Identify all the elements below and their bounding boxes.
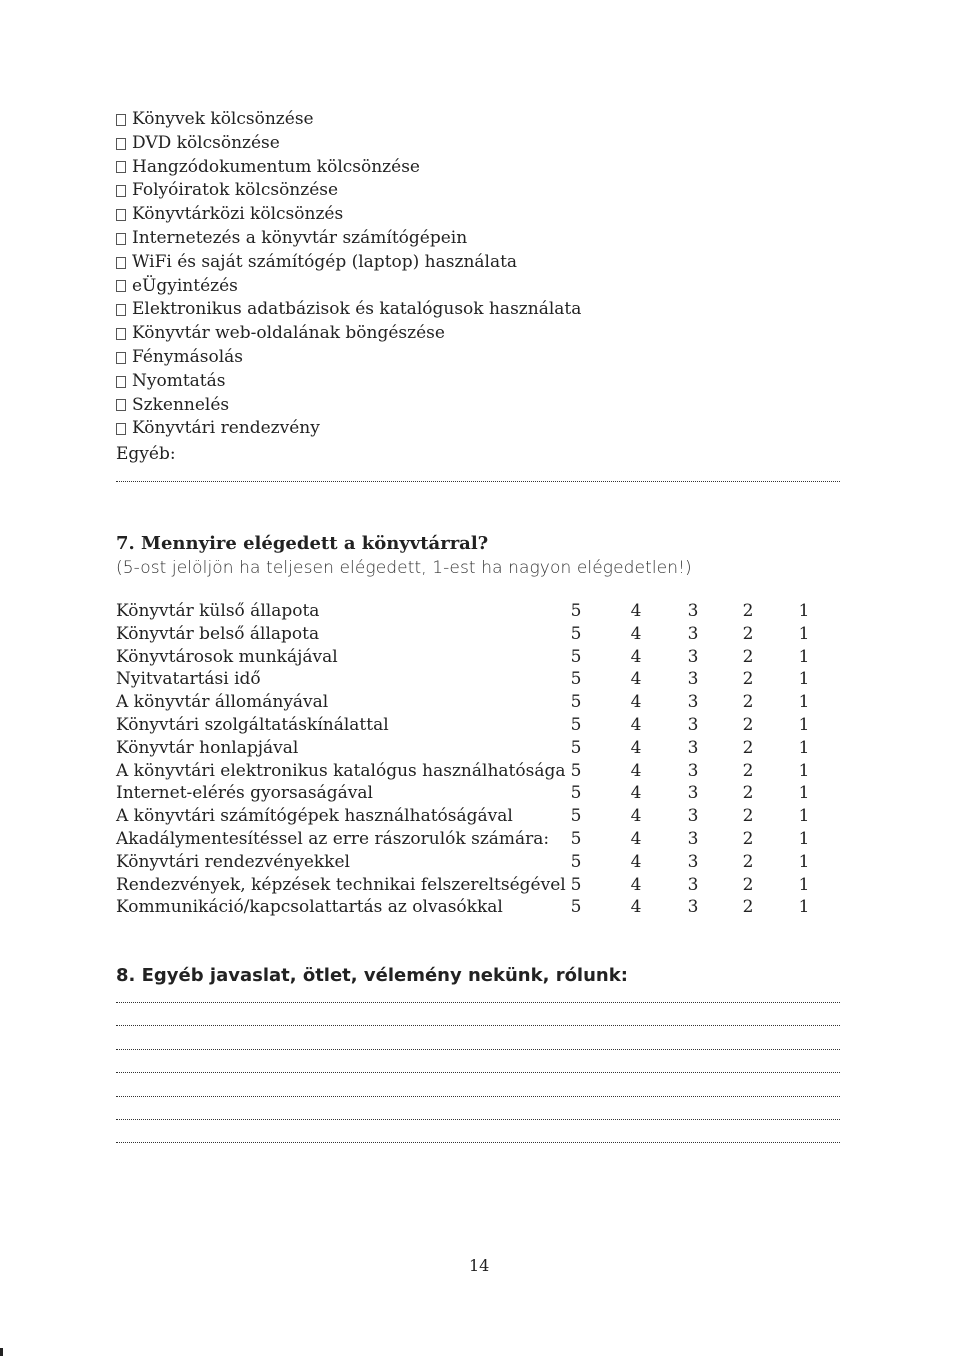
answer-line-1[interactable] [116,1002,840,1003]
rating-score-option[interactable]: 4 [630,737,642,758]
checkbox-option[interactable] [116,322,816,346]
rating-row [116,737,836,760]
rating-score-option[interactable]: 2 [742,806,754,827]
checkbox-option[interactable] [116,179,816,203]
rating-score-option[interactable]: 1 [798,783,810,804]
rating-score-option[interactable]: 4 [630,601,642,621]
answer-line-4[interactable] [116,1072,840,1073]
rating-score-option[interactable]: 4 [630,714,642,735]
rating-score-option[interactable]: 5 [570,669,582,690]
rating-score-option[interactable]: 3 [687,714,699,735]
rating-item-label: A könyvtári elektronikus katalógus használhatósága [116,760,566,781]
checkbox-label: DVD kölcsönzése [132,132,280,153]
rating-score-option[interactable]: 4 [630,874,642,895]
rating-item-label: Könyvtári rendezvényekkel [116,851,350,872]
answer-line-6[interactable] [116,1119,840,1120]
checkbox-label: Szkennelés [132,394,230,415]
rating-score-option[interactable]: 5 [570,623,582,644]
question-7-title: 7. Mennyire elégedett a könyvtárral? [116,533,489,554]
checkbox-icon[interactable] [116,233,126,245]
rating-item-label: Internet-elérés gyorsaságával [116,783,373,804]
rating-row [116,805,836,828]
checkbox-icon[interactable] [116,138,126,150]
rating-score-option[interactable]: 3 [687,851,699,872]
rating-item-label: Rendezvények, képzések technikai felszereltségével [116,874,566,895]
rating-score-option[interactable]: 5 [570,737,582,758]
rating-item-label: Könyvtár honlapjával [116,737,299,758]
rating-score-option[interactable]: 3 [687,874,699,895]
question-7-instruction: (5-ost jelöljön ha teljesen elégedett, 1-est ha nagyon elégedetlen!) [116,558,692,578]
checkbox-icon[interactable] [116,399,126,411]
rating-score-option[interactable]: 1 [798,601,810,621]
checkbox-icon[interactable] [116,209,126,221]
rating-score-option[interactable]: 3 [687,783,699,804]
rating-score-option[interactable]: 1 [798,692,810,713]
checkbox-label: Könyvtári rendezvény [132,418,320,439]
checkbox-icon[interactable] [116,114,126,126]
checkbox-option[interactable] [116,108,816,132]
checkbox-icon[interactable] [116,257,126,269]
rating-score-option[interactable]: 5 [570,692,582,713]
rating-score-option[interactable]: 2 [742,692,754,713]
rating-item-label: Akadálymentesítéssel az erre rászorulók számára: [116,828,550,849]
checkbox-option[interactable] [116,417,816,441]
rating-score-option[interactable]: 2 [742,851,754,872]
checkbox-option[interactable] [116,156,816,180]
checkbox-option[interactable] [116,227,816,251]
checkbox-label: Folyóiratok kölcsönzése [132,180,339,201]
rating-score-option[interactable]: 5 [570,851,582,872]
rating-score-option[interactable]: 2 [742,714,754,735]
service-checkbox-list [116,108,816,441]
rating-score-option[interactable]: 1 [798,806,810,827]
rating-score-option[interactable]: 5 [570,714,582,735]
satisfaction-rating-table [116,600,836,919]
rating-score-option[interactable]: 1 [798,760,810,781]
rating-score-option[interactable]: 4 [630,897,642,918]
checkbox-icon[interactable] [116,352,126,364]
rating-score-option[interactable]: 5 [570,783,582,804]
rating-item-label: Könyvtári szolgáltatáskínálattal [116,714,389,735]
checkbox-label: Könyvtár web-oldalának böngészése [132,323,445,344]
checkbox-option[interactable] [116,394,816,418]
checkbox-label: Fénymásolás [132,346,243,367]
answer-line-5[interactable] [116,1096,840,1097]
checkbox-label: Könyvtárközi kölcsönzés [132,204,344,225]
rating-score-option[interactable]: 3 [687,601,699,621]
checkbox-option[interactable] [116,132,816,156]
checkbox-label: WiFi és saját számítógép (laptop) használata [132,251,518,272]
rating-score-option[interactable]: 1 [798,646,810,667]
rating-score-option[interactable]: 2 [742,623,754,644]
rating-score-option[interactable]: 1 [798,851,810,872]
rating-score-option[interactable]: 3 [687,692,699,713]
rating-row [116,851,836,874]
rating-row [116,828,836,851]
rating-score-option[interactable]: 1 [798,669,810,690]
rating-row [116,896,836,919]
rating-row [116,874,836,897]
rating-row [116,600,836,623]
rating-score-option[interactable]: 1 [798,737,810,758]
rating-score-option[interactable]: 1 [798,714,810,735]
rating-score-option[interactable]: 5 [570,806,582,827]
rating-score-option[interactable]: 2 [742,874,754,895]
rating-item-label: Könyvtár belső állapota [116,623,320,644]
rating-score-option[interactable]: 3 [687,737,699,758]
rating-score-option[interactable]: 4 [630,828,642,849]
rating-score-option[interactable]: 4 [630,646,642,667]
rating-score-option[interactable]: 1 [798,874,810,895]
rating-item-label: Könyvtárosok munkájával [116,646,338,667]
rating-item-label: Könyvtár külső állapota [116,601,320,621]
rating-score-option[interactable]: 4 [630,760,642,781]
rating-item-label: Kommunikáció/kapcsolattartás az olvasókkal [116,897,503,918]
rating-score-option[interactable]: 5 [570,760,582,781]
rating-score-option[interactable]: 4 [630,669,642,690]
rating-score-option[interactable]: 2 [742,646,754,667]
rating-score-option[interactable]: 3 [687,806,699,827]
rating-score-option[interactable]: 2 [742,828,754,849]
checkbox-icon[interactable] [116,423,126,435]
page-number: 14 [469,1256,490,1275]
rating-score-option[interactable]: 1 [798,828,810,849]
checkbox-label: Könyvek kölcsönzése [132,109,314,129]
rating-row [116,646,836,669]
answer-line-7[interactable] [116,1142,840,1143]
rating-score-option[interactable]: 3 [687,646,699,667]
rating-score-option[interactable]: 5 [570,897,582,918]
rating-score-option[interactable]: 1 [798,897,810,918]
rating-score-option[interactable]: 2 [742,669,754,690]
rating-item-label: Nyitvatartási idő [116,669,261,690]
checkbox-option[interactable] [116,346,816,370]
rating-score-option[interactable]: 2 [742,760,754,781]
rating-score-option[interactable]: 4 [630,783,642,804]
checkbox-icon[interactable] [116,161,126,173]
rating-score-option[interactable]: 3 [687,760,699,781]
checkbox-option[interactable] [116,370,816,394]
rating-score-option[interactable]: 4 [630,623,642,644]
checkbox-icon[interactable] [116,328,126,340]
answer-line-2[interactable] [116,1025,840,1026]
checkbox-label: Elektronikus adatbázisok és katalógusok használata [132,299,582,320]
checkbox-icon[interactable] [116,376,126,388]
checkbox-icon[interactable] [116,185,126,197]
rating-score-option[interactable]: 5 [570,601,582,621]
rating-row [116,782,836,805]
rating-item-label: A könyvtár állományával [116,692,329,713]
checkbox-icon[interactable] [116,304,126,316]
rating-score-option[interactable]: 2 [742,601,754,621]
rating-score-option[interactable]: 3 [687,897,699,918]
other-answer-line[interactable] [116,481,840,482]
rating-row [116,623,836,646]
rating-score-option[interactable]: 5 [570,828,582,849]
checkbox-option[interactable] [116,251,816,275]
rating-row [116,714,836,737]
rating-score-option[interactable]: 4 [630,806,642,827]
checkbox-option[interactable] [116,275,816,299]
rating-score-option[interactable]: 3 [687,669,699,690]
rating-row [116,760,836,783]
rating-row [116,668,836,691]
rating-score-option[interactable]: 4 [630,851,642,872]
checkbox-label: Hangzódokumentum kölcsönzése [132,156,420,177]
rating-score-option[interactable]: 3 [687,828,699,849]
rating-score-option[interactable]: 2 [742,897,754,918]
rating-score-option[interactable]: 5 [570,646,582,667]
checkbox-label: eÜgyintézés [132,275,238,296]
rating-item-label: A könyvtári számítógépek használhatóságával [116,806,513,827]
checkbox-label: Nyomtatás [132,370,226,391]
rating-score-option[interactable]: 2 [742,737,754,758]
rating-score-option[interactable]: 1 [798,623,810,644]
rating-score-option[interactable]: 2 [742,783,754,804]
rating-score-option[interactable]: 4 [630,692,642,713]
question-8-title: 8. Egyéb javaslat, ötlet, vélemény nekünk, rólunk: [116,965,628,986]
rating-score-option[interactable]: 5 [570,874,582,895]
other-label: Egyéb: [116,444,176,464]
scan-edge-mark [0,1348,3,1356]
rating-score-option[interactable]: 3 [687,623,699,644]
checkbox-label: Internetezés a könyvtár számítógépein [132,227,468,248]
answer-line-3[interactable] [116,1049,840,1050]
checkbox-option[interactable] [116,298,816,322]
checkbox-option[interactable] [116,203,816,227]
rating-row [116,691,836,714]
checkbox-icon[interactable] [116,280,126,292]
